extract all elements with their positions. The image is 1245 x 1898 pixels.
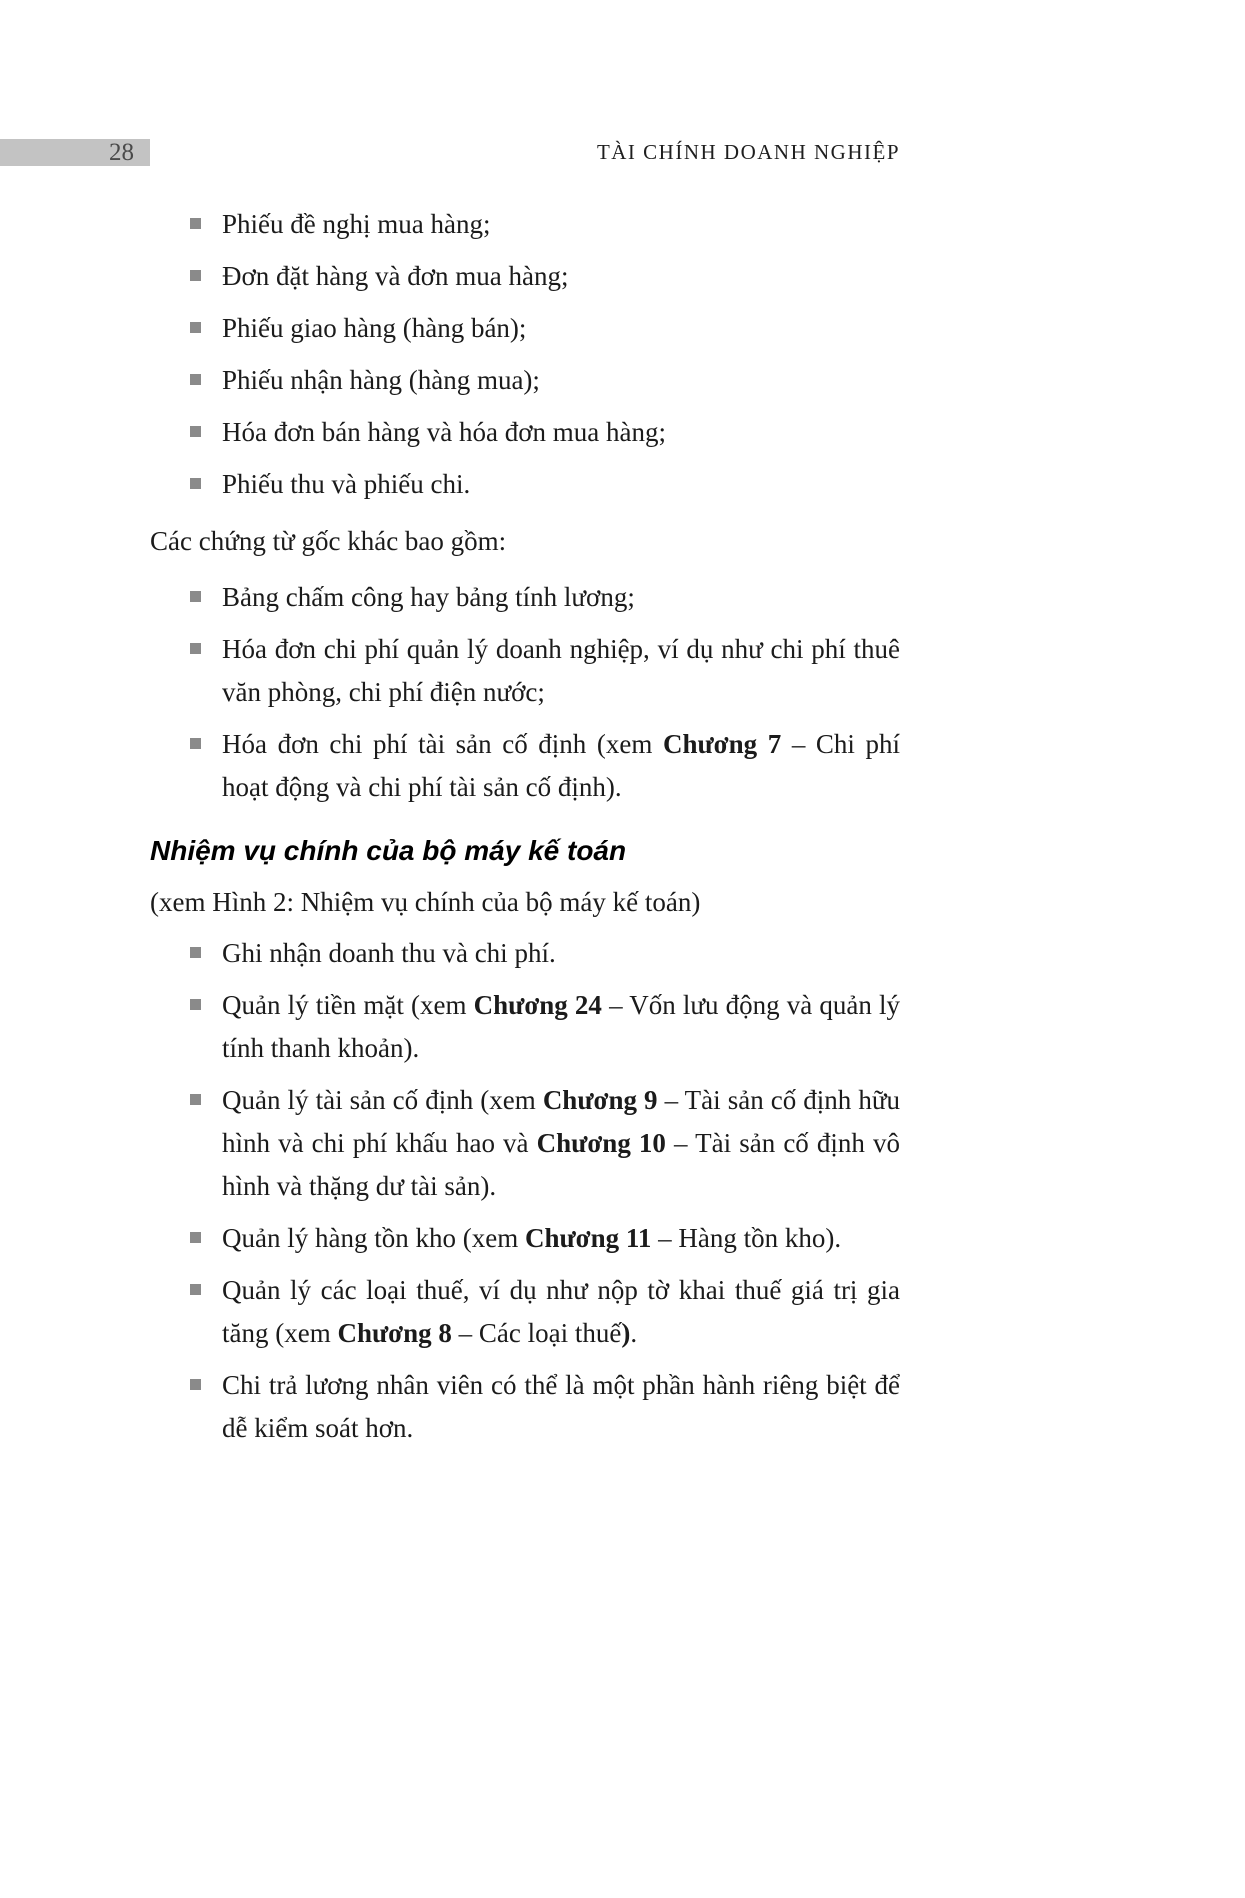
list-item — [150, 411, 900, 454]
list-item-text: Quản lý các loại thuế, ví dụ như nộp tờ khai thuế giá trị gia tăng (xem Chương 8 – Các loại thuế). — [222, 1275, 900, 1348]
list-item — [150, 463, 900, 506]
list-item-text: Quản lý hàng tồn kho (xem Chương 11 – Hàng tồn kho). — [222, 1223, 842, 1253]
list-item — [150, 576, 900, 619]
list-item-text: Hóa đơn bán hàng và hóa đơn mua hàng; — [222, 417, 666, 447]
source-documents-list — [150, 203, 900, 506]
page-number-bar — [0, 139, 150, 166]
list-item — [150, 307, 900, 350]
list-item — [150, 255, 900, 298]
list-item — [150, 628, 900, 714]
list-item — [150, 359, 900, 402]
bullet-square-icon — [190, 999, 201, 1010]
list-item-text: Quản lý tài sản cố định (xem Chương 9 – Tài sản cố định hữu hình và chi phí khấu hao và Chương 10 – Tài sản cố định vô hình và thặng dư tài sản). — [222, 1085, 901, 1201]
list-item — [150, 1079, 900, 1208]
bullet-square-icon — [190, 738, 201, 749]
bullet-square-icon — [190, 1284, 201, 1295]
paragraph-figure-reference: (xem Hình 2: Nhiệm vụ chính của bộ máy kế toán) — [150, 887, 701, 917]
page-content — [150, 203, 900, 1459]
bullet-square-icon — [190, 374, 201, 385]
bullet-square-icon — [190, 1232, 201, 1243]
list-item — [150, 984, 900, 1070]
page-header — [0, 139, 1245, 166]
paragraph-other-docs-intro: Các chứng từ gốc khác bao gồm: — [150, 526, 507, 556]
list-item-text: Phiếu đề nghị mua hàng; — [222, 209, 491, 239]
list-item-text: Hóa đơn chi phí tài sản cố định (xem Chương 7 – Chi phí hoạt động và chi phí tài sản cố định). — [222, 729, 901, 802]
bullet-square-icon — [190, 322, 201, 333]
list-item-text: Ghi nhận doanh thu và chi phí. — [222, 938, 556, 968]
bullet-square-icon — [190, 478, 201, 489]
running-head-title: TÀI CHÍNH DOANH NGHIỆP — [596, 140, 900, 164]
list-item-text: Chi trả lương nhân viên có thể là một phần hành riêng biệt để dễ kiểm soát hơn. — [222, 1370, 900, 1443]
list-item-text: Bảng chấm công hay bảng tính lương; — [222, 582, 635, 612]
list-item-text: Phiếu nhận hàng (hàng mua); — [222, 365, 540, 395]
other-documents-list — [150, 576, 900, 809]
bullet-square-icon — [190, 643, 201, 654]
page-number: 28 — [109, 139, 134, 166]
bullet-square-icon — [190, 218, 201, 229]
bullet-square-icon — [190, 426, 201, 437]
bullet-square-icon — [190, 591, 201, 602]
bullet-square-icon — [190, 270, 201, 281]
list-item — [150, 1217, 900, 1260]
list-item — [150, 723, 900, 809]
list-item — [150, 1269, 900, 1355]
bullet-square-icon — [190, 947, 201, 958]
list-item-text: Hóa đơn chi phí quản lý doanh nghiệp, ví dụ như chi phí thuê văn phòng, chi phí điện nước; — [222, 634, 900, 707]
bullet-square-icon — [190, 1379, 201, 1390]
bullet-square-icon — [190, 1094, 201, 1105]
list-item-text: Đơn đặt hàng và đơn mua hàng; — [222, 261, 569, 291]
accounting-tasks-list — [150, 932, 900, 1450]
list-item — [150, 1364, 900, 1450]
list-item-text: Phiếu thu và phiếu chi. — [222, 469, 471, 499]
list-item-text: Phiếu giao hàng (hàng bán); — [222, 313, 527, 343]
list-item — [150, 203, 900, 246]
list-item — [150, 932, 900, 975]
list-item-text: Quản lý tiền mặt (xem Chương 24 – Vốn lưu động và quản lý tính thanh khoản). — [222, 990, 900, 1063]
section-heading: Nhiệm vụ chính của bộ máy kế toán — [150, 835, 627, 866]
